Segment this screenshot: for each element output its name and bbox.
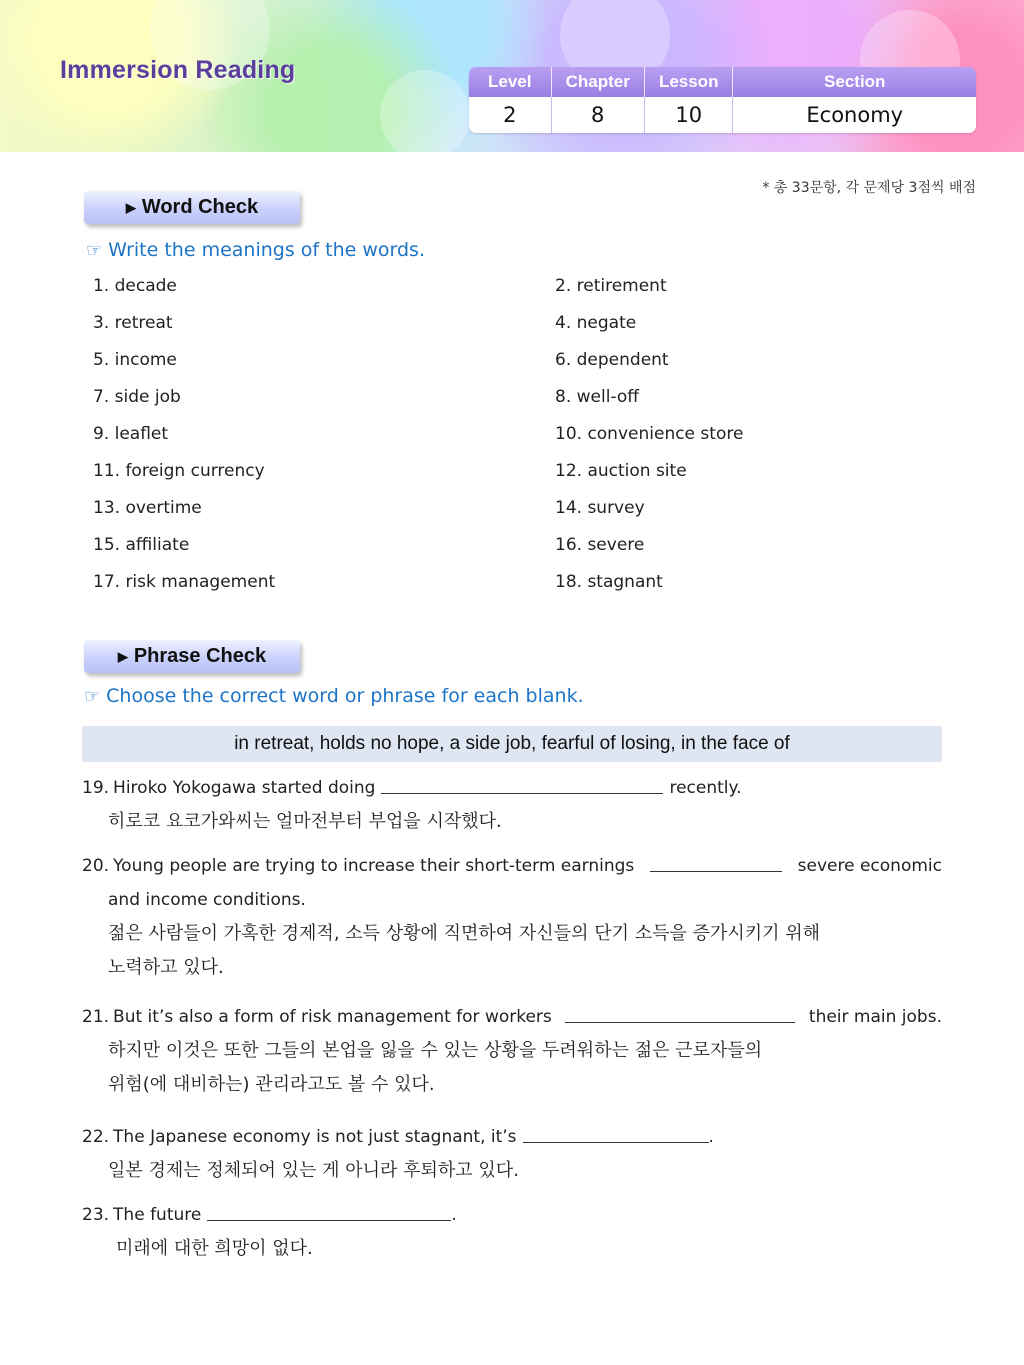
word-item: 2. retirement [555,276,667,296]
section-label: Section [824,72,886,91]
word-item: 1. decade [93,276,177,296]
section-value: Economy [806,103,904,127]
question-text: Young people are trying to increase their short-term earnings [113,856,635,876]
word-item: 12. auction site [555,461,687,481]
pointing-hand-icon: ☞ [84,686,101,707]
word-item: 5. income [93,350,177,370]
phrase-check-title: Phrase Check [133,645,267,667]
word-check-title: Word Check [141,196,259,218]
word-item: 11. foreign currency [93,461,265,481]
instruction-text: Write the meanings of the words. [108,239,425,261]
word-check-button[interactable] [84,191,300,224]
word-item: 10. convenience store [555,424,744,444]
play-triangle-icon: ▶ [117,648,128,664]
phrase-check-button[interactable] [84,640,300,673]
answer-blank[interactable] [207,1198,451,1221]
question-number: 22. [82,1127,110,1147]
lesson-label: Lesson [645,67,733,97]
pointing-hand-icon: ☞ [86,240,103,261]
korean-translation: 노력하고 있다. [108,957,224,978]
korean-translation: 미래에 대한 희망이 없다. [116,1238,313,1259]
question-number: 21. [82,1007,110,1027]
word-item: 13. overtime [93,498,202,518]
word-item: 7. side job [93,387,181,407]
header-banner [0,0,1024,152]
question-text: recently. [669,778,742,798]
scoring-note: * 총 33문항, 각 문제당 3점씩 배점 [762,180,976,196]
question-text-continued: and income conditions. [108,890,306,910]
word-item: 3. retreat [93,313,173,333]
level-label: Level [469,67,552,97]
lesson-meta-table [469,67,976,133]
korean-translation: 히로코 요코가와씨는 얼마전부터 부업을 시작했다. [108,811,502,832]
korean-translation: 하지만 이것은 또한 그들의 본업을 잃을 수 있는 상황을 두려워하는 젊은 근로자들의 [108,1040,763,1061]
word-item: 15. affiliate [93,535,190,555]
question-22 [82,1120,942,1188]
word-item: 8. well-off [555,387,639,407]
korean-translation: 위험(에 대비하는) 관리라고도 볼 수 있다. [108,1074,435,1095]
answer-blank[interactable] [565,1000,795,1023]
word-bank: in retreat, holds no hope, a side job, fearful of losing, in the face of [82,726,942,762]
chapter-value: 8 [552,97,645,133]
lesson-value: 10 [645,97,733,133]
instruction-text: Choose the correct word or phrase for each blank. [106,685,584,707]
question-text: The future [113,1205,202,1225]
question-23 [82,1198,942,1266]
question-number: 19. [82,778,110,798]
play-triangle-icon: ▶ [125,199,136,215]
question-text: . [451,1205,457,1225]
word-item: 4. negate [555,313,637,333]
question-19 [82,771,942,839]
level-value: 2 [469,97,552,133]
meta-labels-row [469,67,976,97]
question-21 [82,1000,942,1102]
word-item: 17. risk management [93,572,276,592]
question-text: Hiroko Yokogawa started doing [113,778,376,798]
word-item: 16. severe [555,535,645,555]
meta-values-row [469,97,976,133]
word-check-instruction [86,239,425,261]
question-number: 20. [82,856,110,876]
question-text: severe economic [797,856,942,876]
brand-logo: Immersion Reading [60,56,296,84]
decor-bubble [380,70,470,160]
answer-blank[interactable] [381,771,663,794]
korean-translation: 일본 경제는 정체되어 있는 게 아니라 후퇴하고 있다. [108,1160,519,1181]
word-item: 6. dependent [555,350,669,370]
word-item: 9. leaflet [93,424,169,444]
answer-blank[interactable] [523,1120,709,1143]
question-20 [82,849,942,985]
question-number: 23. [82,1205,110,1225]
word-item: 14. survey [555,498,645,518]
chapter-label: Chapter [552,67,645,97]
korean-translation: 젊은 사람들이 가혹한 경제적, 소득 상황에 직면하여 자신들의 단기 소득을 증가시키기 위해 [108,923,821,944]
question-text: But it’s also a form of risk management for workers [113,1007,552,1027]
word-item: 18. stagnant [555,572,663,592]
answer-blank[interactable] [650,849,782,872]
question-text: . [708,1127,714,1147]
phrase-check-instruction [84,685,584,707]
question-text: The Japanese economy is not just stagnant, it’s [113,1127,517,1147]
question-text: their main jobs. [808,1007,942,1027]
